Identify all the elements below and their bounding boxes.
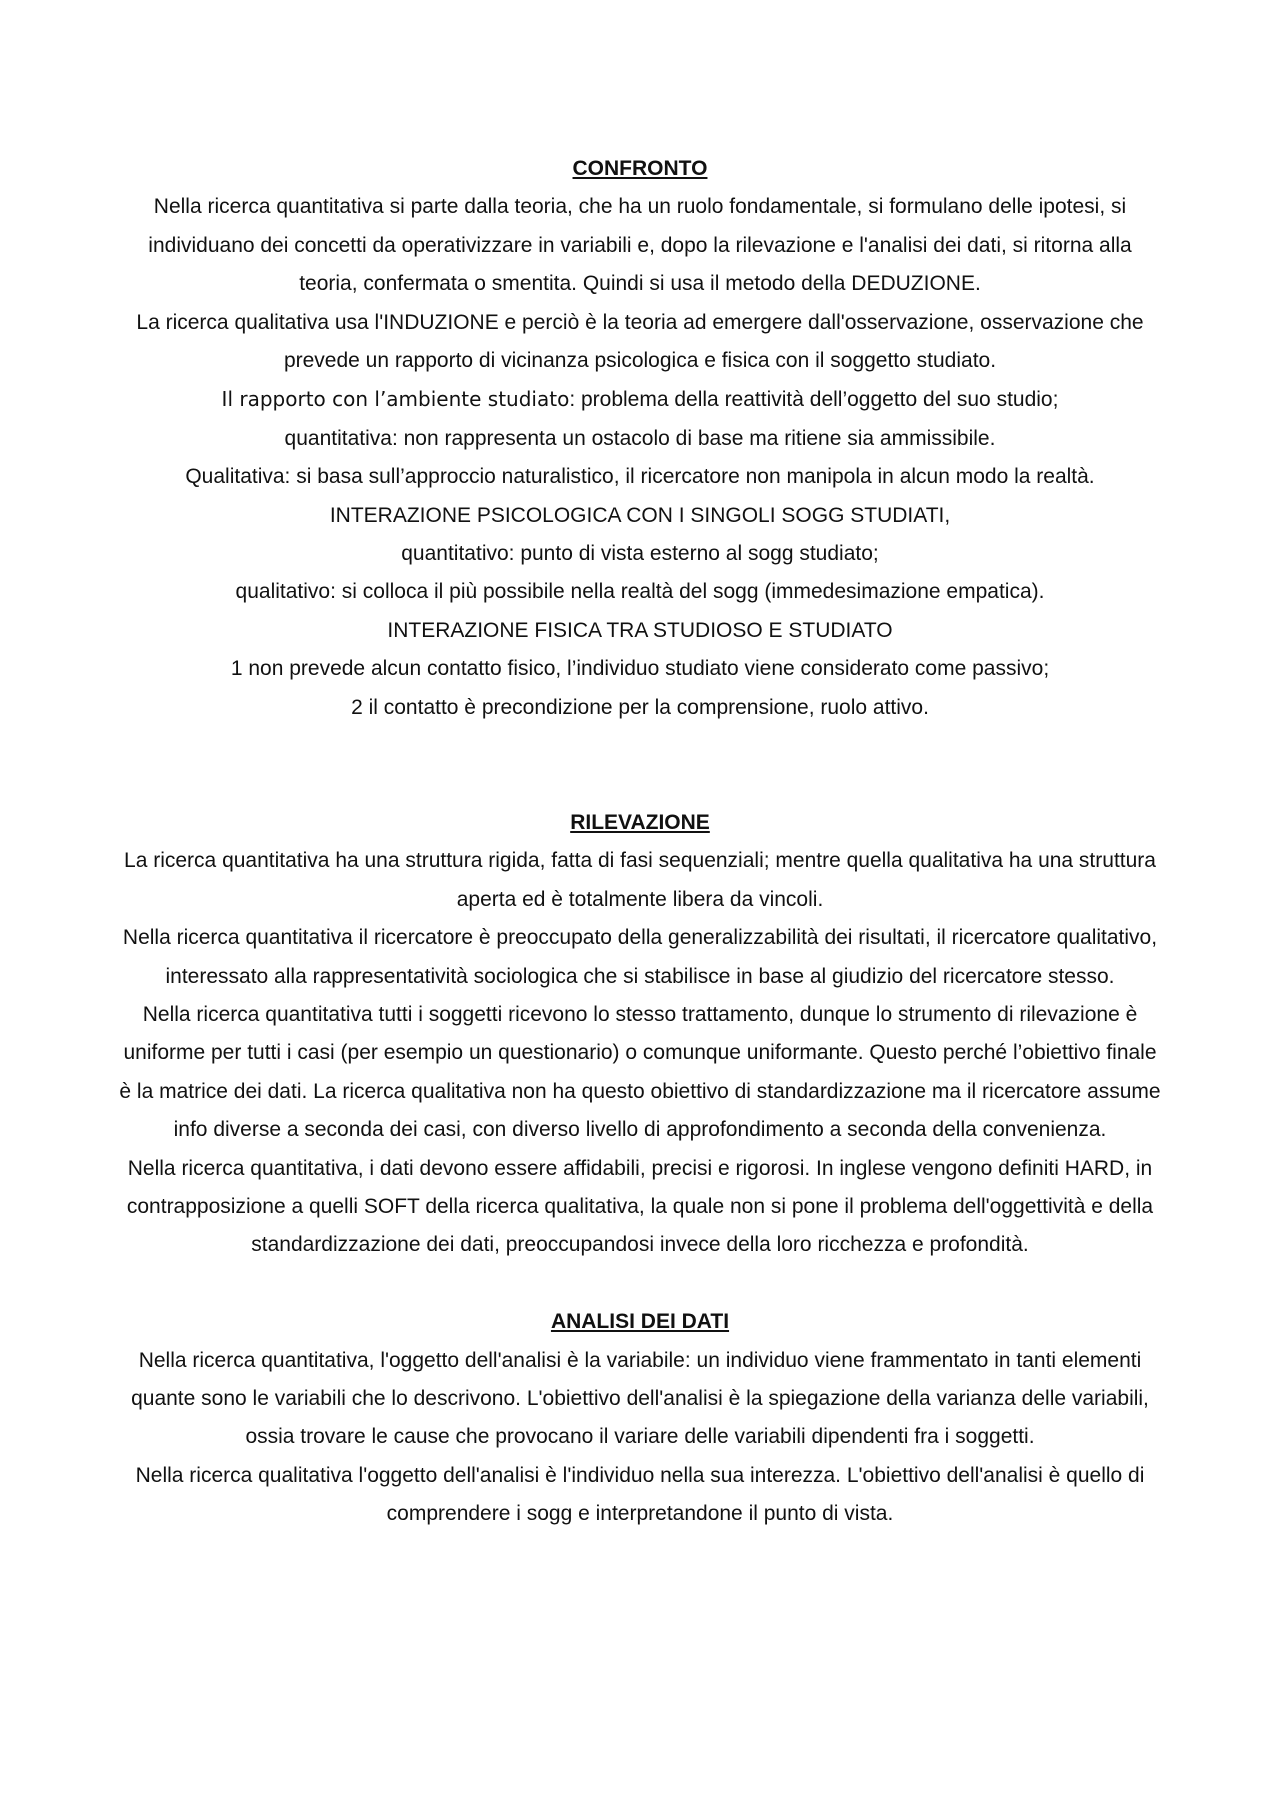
paragraph: quantitativo: punto di vista esterno al sogg studiato; <box>401 542 879 566</box>
section-rilevazione <box>118 804 1162 1265</box>
paragraph: 1 non prevede alcun contatto fisico, l’individuo studiato viene considerato come passivo; <box>230 657 1050 681</box>
section-title: CONFRONTO <box>572 157 708 180</box>
document-body <box>118 150 1162 1534</box>
paragraph: Nella ricerca quantitativa il ricercatore è preoccupato della generalizzabilità dei risultati, il ricercatore qualitativo, interessato alla rappresentatività sociologica che si stabilisce in base al giudizio del ricercatore stesso. <box>122 926 1158 988</box>
paragraph-lead: Il rapporto con l’ambiente studiato <box>221 387 570 412</box>
section-analisi-dei-dati <box>118 1303 1162 1533</box>
paragraph: La ricerca qualitativa usa l'INDUZIONE e perciò è la teoria ad emergere dall'osservazione, osservazione che prevede un rapporto di vicinanza psicologica e fisica con il soggetto studiato. <box>136 310 1144 373</box>
section-confronto <box>118 150 1162 727</box>
paragraph: quantitativa: non rappresenta un ostacolo di base ma ritiene sia ammissibile. <box>284 426 996 450</box>
paragraph-rest: : problema della reattività dell’oggetto del suo studio; <box>569 388 1059 412</box>
paragraph: 2 il contatto è precondizione per la comprensione, ruolo attivo. <box>351 695 929 719</box>
paragraph: La ricerca quantitativa ha una struttura rigida, fatta di fasi sequenziali; mentre quella qualitativa ha una struttura aperta ed è totalmente libera da vincoli. <box>124 849 1156 911</box>
section-title: ANALISI DEI DATI <box>550 1310 730 1334</box>
paragraph: Nella ricerca qualitativa l'oggetto dell'analisi è l'individuo nella sua interezza. L'obiettivo dell'analisi è quello di comprendere i sogg e interpretandone il punto di vista. <box>135 1463 1145 1526</box>
section-title: RILEVAZIONE <box>570 810 710 834</box>
section-spacer <box>118 727 1162 804</box>
paragraph: INTERAZIONE PSICOLOGICA CON I SINGOLI SOGG STUDIATI, <box>329 503 951 527</box>
paragraph: Nella ricerca quantitativa, l'oggetto dell'analisi è la variabile: un individuo viene frammentato in tanti elementi quante sono le variabili che lo descrivono. L'obiettivo dell'analisi è la spiegazione della varianza delle variabili, ossia trovare le cause che provocano il variare delle variabili dipendenti fra i soggetti. <box>131 1348 1149 1449</box>
paragraph: Qualitativa: si basa sull’approccio naturalistico, il ricercatore non manipola in alcun modo la realtà. <box>185 465 1095 489</box>
paragraph: Nella ricerca quantitativa si parte dalla teoria, che ha un ruolo fondamentale, si formulano delle ipotesi, si individuano dei concetti da operativizzare in variabili e, dopo la rilevazione e l'analisi dei dati, si ritorna alla teoria, confermata o smentita. Quindi si usa il metodo della DEDUZIONE. <box>148 195 1132 296</box>
paragraph: Nella ricerca quantitativa tutti i soggetti ricevono lo stesso trattamento, dunque lo strumento di rilevazione è uniforme per tutti i casi (per esempio un questionario) o comunque uniformante. Questo perché l’obiettivo finale è la matrice dei dati. La ricerca qualitativa non ha questo obiettivo di standardizzazione ma il ricercatore assume info diverse a seconda dei casi, con diverso livello di approfondimento a seconda della convenienza. <box>119 1002 1161 1142</box>
paragraph: qualitativo: si colloca il più possibile nella realtà del sogg (immedesimazione empatica). <box>235 580 1045 604</box>
paragraph: INTERAZIONE FISICA TRA STUDIOSO E STUDIATO <box>387 618 893 642</box>
section-spacer <box>118 1265 1162 1303</box>
paragraph <box>118 380 1162 419</box>
paragraph: Nella ricerca quantitativa, i dati devono essere affidabili, precisi e rigorosi. In inglese vengono definiti HARD, in contrapposizione a quelli SOFT della ricerca qualitativa, la quale non si pone il problema dell'oggettività e della standardizzazione dei dati, preoccupandosi invece della loro ricchezza e profondità. <box>126 1156 1154 1257</box>
